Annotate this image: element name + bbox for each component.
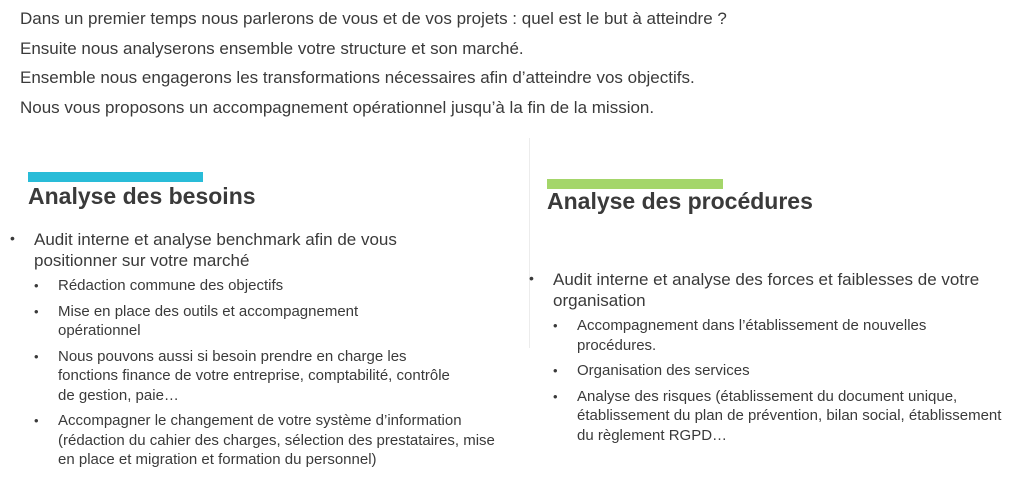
list-item [553, 387, 1013, 446]
bullet-icon: • [553, 318, 558, 333]
sub-item-text: Accompagnement dans l’établissement de nouvelles procédures. [577, 317, 927, 354]
intro-line: Dans un premier temps nous parlerons de vous et de vos projets : quel est le but à atteindre ? [20, 9, 727, 28]
intro-text [20, 4, 1000, 122]
bullet-icon: • [529, 270, 534, 286]
column-divider [529, 138, 530, 348]
list-item [10, 229, 504, 470]
left-bullet-list [10, 229, 504, 476]
bullet-icon: • [553, 388, 558, 404]
bullet-icon: • [553, 363, 558, 378]
bullet-icon: • [34, 413, 39, 428]
list-item [34, 347, 458, 406]
intro-line: Ensuite nous analyserons ensemble votre structure et son marché. [20, 38, 524, 58]
right-bullet-list [529, 269, 1003, 451]
sub-item-text: Mise en place des outils et accompagnement opérationnel [58, 302, 359, 339]
list-item [553, 316, 987, 355]
sub-item-text: Analyse des risques (établissement du document unique, établissement du plan de prévention, bilan social, établissement du règlement RGPD… [577, 387, 1002, 444]
intro-line: Nous vous proposons un accompagnement opérationnel jusqu’à la fin de la mission. [20, 97, 655, 117]
right-section-title: Analyse des procédures [547, 188, 813, 214]
sub-item-text: Nous pouvons aussi si besoin prendre en charge les fonctions finance de votre entreprise, comptabilité, contrôle de gestion, paie… [58, 347, 450, 404]
bullet-icon: • [34, 348, 39, 364]
bullet-icon: • [34, 303, 39, 319]
list-item [553, 361, 1013, 381]
bullet-icon: • [34, 278, 39, 293]
left-accent-bar [28, 172, 203, 182]
intro-line: Ensemble nous engagerons les transformations nécessaires afin d’atteindre vos objectifs. [20, 68, 695, 87]
sub-item-text: Rédaction commune des objectifs [58, 277, 284, 294]
left-main-bullet: Audit interne et analyse benchmark afin de vous positionner sur votre marché [34, 230, 397, 270]
list-item [34, 302, 418, 341]
sub-item-text: Accompagner le changement de votre système d’information (rédaction du cahier des charges, sélection des prestataires, mise en place et migration et formation du personnel) [58, 412, 495, 468]
left-sub-list [34, 276, 504, 470]
list-item [529, 269, 1003, 445]
left-section-title: Analyse des besoins [28, 183, 256, 209]
right-sub-list [553, 316, 1013, 445]
list-item [34, 411, 498, 470]
bullet-icon: • [10, 230, 15, 246]
list-item [34, 276, 504, 296]
sub-item-text: Organisation des services [577, 362, 750, 379]
right-main-bullet: Audit interne et analyse des forces et faiblesses de votre organisation [553, 270, 980, 310]
